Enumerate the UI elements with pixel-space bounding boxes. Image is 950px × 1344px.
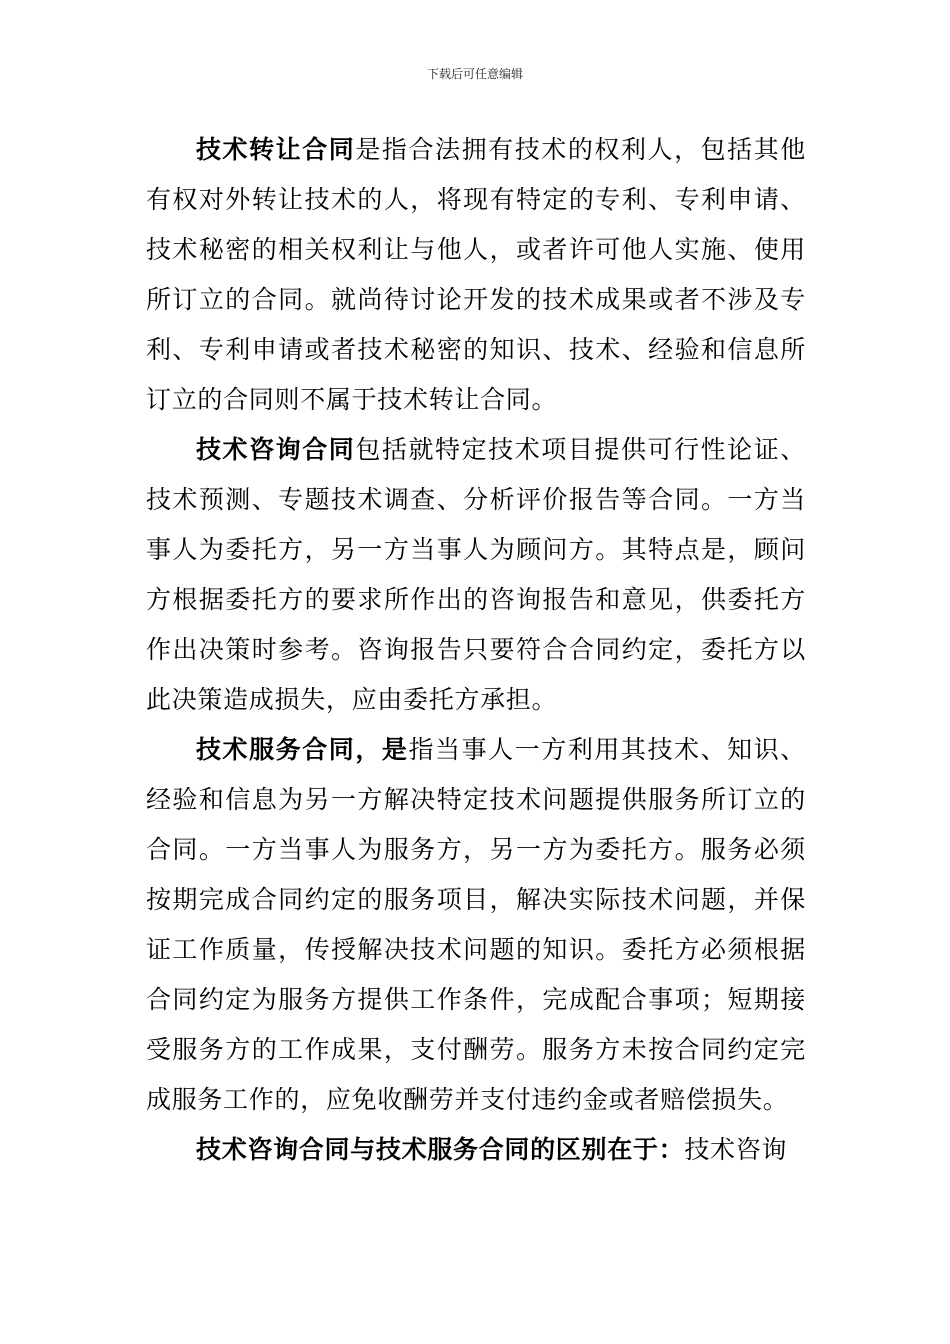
paragraph-lead: 技术咨询合同与技术服务合同的区别在于： bbox=[196, 1135, 685, 1164]
document-body bbox=[146, 125, 806, 1175]
paragraph-body: 技术咨询 bbox=[684, 1135, 788, 1164]
paragraph-body: 指当事人一方利用其技术、知识、经验和信息为另一方解决特定技术问题提供服务所订立的合同。一方当事人为服务方，另一方为委托方。服务必须按期完成合同约定的服务项目，解决实际技术问题，并保证工作质量，传授解决技术问题的知识。委托方必须根据合同约定为服务方提供工作条件，完成配合事项；短期接受服务方的工作成果，支付酬劳。服务方未按合同约定完成服务工作的，应免收酬劳并支付违约金或者赔偿损失。 bbox=[146, 735, 806, 1114]
paragraph-contract-difference bbox=[146, 1125, 806, 1175]
paragraph-lead: 技术咨询合同 bbox=[196, 435, 356, 464]
paragraph-technology-service-contract bbox=[146, 725, 806, 1125]
paragraph-lead: 技术服务合同，是 bbox=[196, 735, 409, 764]
page-header: 下载后可任意编辑 bbox=[426, 67, 523, 81]
paragraph-body: 包括就特定技术项目提供可行性论证、技术预测、专题技术调查、分析评价报告等合同。一方当事人为委托方，另一方当事人为顾问方。其特点是，顾问方根据委托方的要求所作出的咨询报告和意见，供委托方作出决策时参考。咨询报告只要符合合同约定，委托方以此决策造成损失，应由委托方承担。 bbox=[146, 435, 806, 714]
paragraph-technology-consulting-contract bbox=[146, 425, 806, 725]
paragraph-body: 是指合法拥有技术的权利人，包括其他有权对外转让技术的人，将现有特定的专利、专利申请、技术秘密的相关权利让与他人，或者许可他人实施、使用所订立的合同。就尚待讨论开发的技术成果或者不涉及专利、专利申请或者技术秘密的知识、技术、经验和信息所订立的合同则不属于技术转让合同。 bbox=[146, 135, 806, 414]
paragraph-technology-transfer-contract bbox=[146, 125, 806, 425]
paragraph-lead: 技术转让合同 bbox=[196, 135, 356, 164]
